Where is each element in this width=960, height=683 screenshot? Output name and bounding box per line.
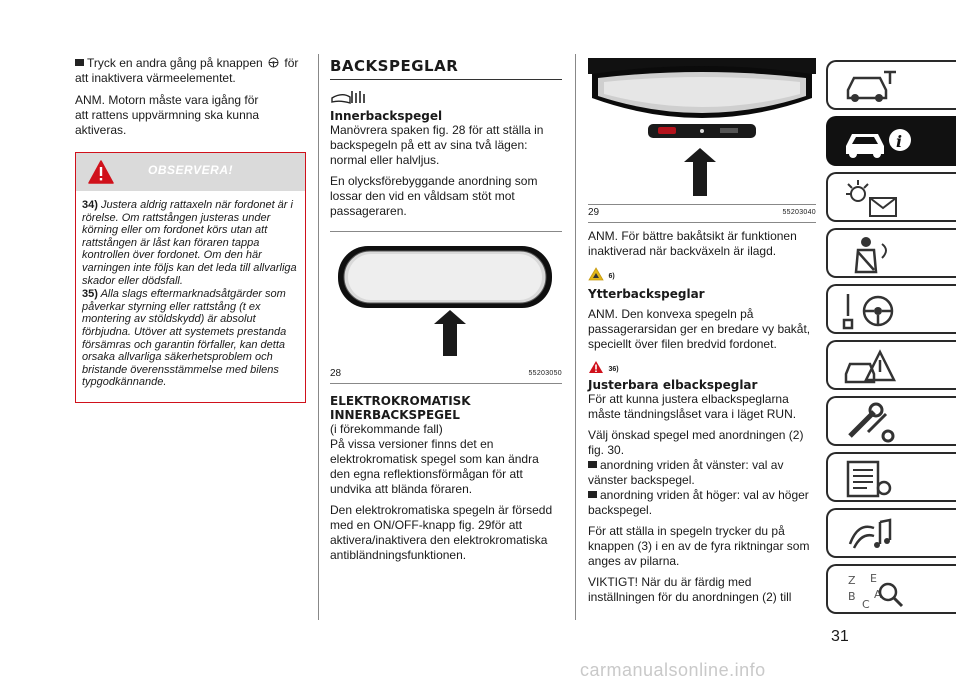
watermark: carmanualsonline.info [580, 660, 766, 680]
paragraph-electro-2: Den elektrokromatiska spegeln är försedd med en ON/OFF-knapp fig. 29för att aktivera/inaktivera den elektrokromatiska antibländningsfunktionen. [330, 503, 553, 562]
note-engine-running: ANM. Motorn måste vara igång för att rattens uppvärmning ska kunna aktiveras. [75, 93, 260, 137]
list-item-right: anordning vriden åt höger: val av höger backspegel. [588, 488, 809, 517]
svg-text:B: B [848, 590, 856, 603]
column-1 [75, 0, 307, 138]
tab-warning-lights[interactable] [826, 172, 956, 222]
paragraph-outer-mirrors: ANM. Den konvexa spegeln på passagerarsidan ger en bredare vy bakåt, speciellt över filen bredvid fordonet. [588, 307, 811, 351]
paragraph-optional: (i förekommande fall) [330, 422, 443, 436]
bullet-icon [75, 59, 84, 66]
tab-vehicle-overview[interactable] [826, 60, 956, 110]
section-title: BACKSPEGLAR [330, 57, 459, 75]
paragraph-heating-off: Tryck en andra gång på knappen för att inaktivera värmeelementet. [75, 56, 299, 85]
paragraph-adj-2: Välj önskad spegel med anordningen (2) fig. 30. [588, 428, 804, 457]
warning-lights-icon [840, 178, 910, 220]
tab-index[interactable] [826, 564, 956, 614]
multimedia-icon [840, 514, 900, 556]
note-reverse-gear: ANM. För bättre bakåtsikt är funktionen inaktiverad när backväxeln är ilagd. [588, 229, 797, 258]
info-triangle-icon [588, 267, 604, 281]
warning-item-35: 35) Alla slags eftermarknadsåtgärder som påverkar styrning eller rattstång (t ex montering av stöldskydd) är absolut förbjudna. Utöver att systemets prestanda försämras och garantin förfaller, kan detta orsaka allvarliga säkerhetsproblem och bristande överensstämmelse med bilens typgodkännande. [82, 288, 287, 389]
tab-starting-driving[interactable] [826, 284, 956, 334]
figure-28-bottom-rule [330, 383, 562, 384]
emergency-car-icon [840, 346, 900, 388]
warning-ref-36: 36) [588, 358, 816, 374]
column-3 [588, 0, 816, 605]
seatbelt-airbag-icon [840, 234, 900, 276]
heading-adjustable-mirrors: Justerbara elbackspeglar [588, 378, 758, 392]
paragraph-adj-1: För att kunna justera elbackspeglarna måste tändningslåset vara i läget RUN. [588, 392, 797, 421]
figure-28-mirror-image [330, 232, 562, 368]
paragraph-adj-3: För att ställa in spegeln trycker du på knappen (3) i en av de fyra riktningar som anges av pilarna. [588, 524, 810, 568]
heading-electrochromic: ELEKTROKROMATISK INNERBACKSPEGEL [330, 394, 471, 422]
svg-text:C: C [862, 598, 870, 611]
steering-wheel-key-icon [840, 290, 900, 332]
tab-maintenance[interactable] [826, 396, 956, 446]
svg-text:Z: Z [848, 574, 856, 587]
figure-code: 55203050 [528, 370, 562, 377]
heading-inner-mirror: Innerbackspegel [330, 109, 443, 123]
warning-header [76, 153, 305, 191]
figure-29-mirror-image [588, 58, 816, 204]
info-ref-6: 6) [588, 265, 816, 281]
car-info-icon [840, 122, 920, 162]
paragraph-crash-device: En olycksförebyggande anordning som lossar den vid en våldsam stöt mot passageraren. [330, 174, 538, 218]
figure-code: 55203040 [782, 209, 816, 216]
wrench-icon [840, 402, 900, 444]
warning-box [75, 152, 306, 403]
warning-triangle-icon [588, 360, 604, 374]
heading-outer-mirrors: Ytterbackspeglar [588, 287, 705, 301]
figure-29-bottom-rule [588, 204, 816, 205]
list-item-left: anordning vriden åt vänster: val av vänster backspegel. [588, 458, 784, 487]
column-rule-2 [575, 54, 576, 620]
figure-29-rule [588, 222, 816, 223]
tab-getting-to-know-car[interactable] [826, 116, 956, 166]
warning-body [76, 191, 305, 395]
warning-item-34: 34) Justera aldrig rattaxeln när fordonet är i rörelse. Om rattstången justeras under körning eller om fordonet körs utan att rattstången är låst kan föraren tappa kontrollen över fordonet. Om den här varningen inte följs kan det leda till allvarliga skador eller dödsfall. [82, 199, 297, 287]
figure-number: 28 [330, 368, 342, 379]
page-number: 31 [831, 628, 849, 645]
svg-text:A: A [874, 588, 882, 601]
figure-28-caption [330, 368, 562, 379]
figure-number: 29 [588, 207, 600, 218]
paragraph-adj-4: VIKTIGT! När du är färdig med inställningen för du anordningen (2) till [588, 575, 792, 604]
tab-safety[interactable] [826, 228, 956, 278]
paragraph-inner-mirror: Manövrera spaken fig. 28 för att ställa in backspegeln på ett av sina två lägen: normal eller halvljus. [330, 123, 544, 167]
mirror-icon [330, 88, 366, 106]
car-dashboard-icon [840, 66, 900, 106]
bullet-icon [588, 491, 597, 498]
column-2 [330, 0, 562, 563]
warning-title: OBSERVERA! [147, 163, 233, 177]
tab-emergency[interactable] [826, 340, 956, 390]
svg-text:E: E [870, 572, 877, 585]
bullet-icon [588, 461, 597, 468]
tab-multimedia[interactable] [826, 508, 956, 558]
heated-steering-button-icon [268, 57, 279, 68]
tab-technical-data[interactable] [826, 452, 956, 502]
figure-29-caption [588, 207, 816, 218]
column-rule-1 [318, 54, 319, 620]
paragraph-electro-1: På vissa versioner finns det en elektrokromatisk spegel som kan ändra den egna reflektionsförmågan för att undvika att blända föraren. [330, 437, 539, 496]
section-title-rule [330, 79, 562, 80]
alphabet-index-icon [840, 570, 910, 612]
svg-text:i: i [896, 132, 903, 151]
spec-sheet-icon [840, 458, 900, 500]
